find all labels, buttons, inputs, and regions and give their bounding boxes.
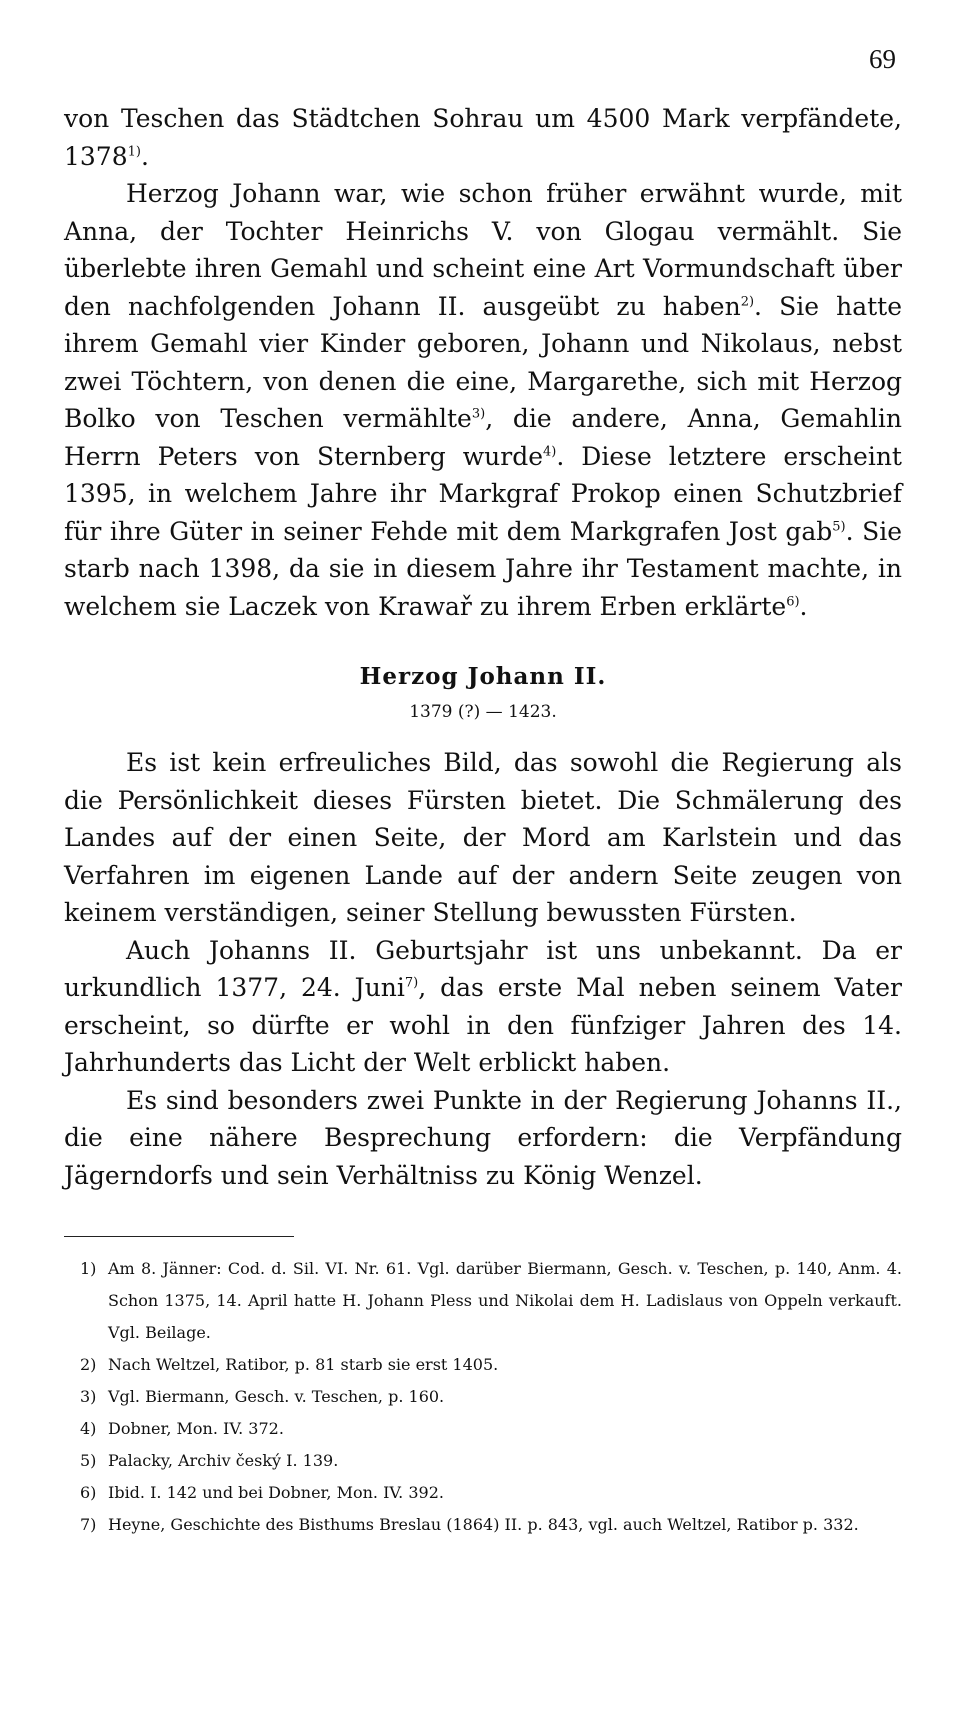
footnote-text: Palacky, Archiv český I. 139. bbox=[108, 1451, 339, 1470]
footnote-text: Nach Weltzel, Ratibor, p. 81 starb sie erst 1405. bbox=[108, 1355, 499, 1374]
footnote-number: 2) bbox=[80, 1355, 97, 1374]
footnote bbox=[64, 1509, 902, 1541]
paragraph-text: von Teschen das Städtchen Sohrau um 4500 Mark verpfändete, 1378 bbox=[64, 104, 902, 171]
paragraph-text: Es ist kein erfreuliches Bild, das sowohl die Regierung als die Persönlichkeit dieses Fürsten bietet. Die Schmälerung des Landes auf der einen Seite, der Mord am Karlstein und das Verfahren im eigenen Lande auf der andern Seite zeugen von keinem verständigen, seiner Stellung bewussten Fürsten. bbox=[64, 748, 902, 927]
page-content bbox=[64, 100, 902, 1541]
footnote-text: Heyne, Geschichte des Bisthums Breslau (1864) II. p. 843, vgl. auch Weltzel, Ratibor p. 332. bbox=[108, 1515, 859, 1534]
footnote-number: 6) bbox=[80, 1483, 97, 1502]
footnote-reference: 4) bbox=[543, 444, 557, 460]
footnote-reference: 2) bbox=[740, 294, 755, 310]
footnote bbox=[64, 1445, 902, 1477]
paragraph-text: . bbox=[799, 591, 808, 621]
footnote-number: 5) bbox=[80, 1451, 97, 1470]
paragraph-text: , das erste Mal neben seinem Vater erscheint, so dürfte er wohl in den fünfziger Jahren des 14. Jahrhunderts das Licht der Welt erblickt haben. bbox=[64, 973, 902, 1077]
paragraph bbox=[64, 1082, 902, 1195]
paragraph-text: . Sie starb nach 1398, da sie in diesem Jahre ihr Testament machte, in welchem sie Laczek von Krawař zu ihrem Erben erklärte bbox=[64, 516, 902, 621]
paragraph bbox=[64, 744, 902, 932]
footnote bbox=[64, 1381, 902, 1413]
footnote bbox=[64, 1349, 902, 1381]
footnote-reference: 5) bbox=[832, 519, 846, 535]
paragraph-text: Herzog Johann war, wie schon früher erwähnt wurde, mit Anna, der Tochter Heinrichs V. von Glogau vermählt. Sie überlebte ihren Gemahl und scheint eine Art Vormundschaft über den nachfolgenden Johann II. ausgeübt zu haben bbox=[64, 179, 902, 321]
section-heading: Herzog Johann II. bbox=[359, 663, 607, 690]
footnote-reference: 1) bbox=[127, 144, 141, 160]
footnote-number: 7) bbox=[80, 1515, 97, 1534]
footnote-text: Ibid. I. 142 und bei Dobner, Mon. IV. 392. bbox=[108, 1483, 444, 1502]
footnote-text: Vgl. Biermann, Gesch. v. Teschen, p. 160. bbox=[108, 1387, 445, 1406]
footnote-text: Dobner, Mon. IV. 372. bbox=[108, 1419, 284, 1438]
paragraph-text: . bbox=[140, 141, 149, 171]
footnote bbox=[64, 1413, 902, 1445]
page-number: 69 bbox=[869, 44, 896, 74]
paragraph-text: . Diese letztere erscheint 1395, in welchem Jahre ihr Markgraf Prokop einen Schutzbrief für ihre Güter in seiner Fehde mit dem Markgrafen Jost gab bbox=[64, 441, 902, 546]
footnote-number: 1) bbox=[80, 1259, 97, 1278]
footnote-reference: 6) bbox=[786, 594, 800, 610]
paragraph-text: Es sind besonders zwei Punkte in der Regierung Johanns II., die eine nähere Besprechung erfordern: die Verpfändung Jägerndorfs und sein Verhältniss zu König Wenzel. bbox=[64, 1085, 902, 1190]
section-dates: 1379 (?) — 1423. bbox=[409, 702, 557, 722]
footnote bbox=[64, 1477, 902, 1509]
footnote-reference: 3) bbox=[471, 406, 486, 422]
paragraph bbox=[64, 932, 902, 1082]
footnote-number: 3) bbox=[80, 1387, 97, 1406]
paragraph-text: , die andere, Anna, Gemahlin Herrn Peters von Sternberg wurde bbox=[64, 404, 902, 471]
paragraph bbox=[64, 100, 902, 175]
paragraph bbox=[64, 175, 902, 625]
footnote-text: Am 8. Jänner: Cod. d. Sil. VI. Nr. 61. Vgl. darüber Biermann, Gesch. v. Teschen, p. 140, Anm. 4. Schon 1375, 14. April hatte H. Johann Pless und Nikolai dem H. Ladislaus von Oppeln verkauft. Vgl. Beilage. bbox=[108, 1259, 902, 1342]
footnote-divider bbox=[64, 1236, 294, 1237]
footnote bbox=[64, 1253, 902, 1349]
footnote-reference: 7) bbox=[404, 975, 419, 991]
paragraph-text: Auch Johanns II. Geburtsjahr ist uns unbekannt. Da er urkundlich 1377, 24. Juni bbox=[64, 935, 902, 1002]
footnote-number: 4) bbox=[80, 1419, 97, 1438]
paragraph-text: . Sie hatte ihrem Gemahl vier Kinder geboren, Johann und Nikolaus, nebst zwei Töchtern, von denen die eine, Margarethe, sich mit Herzog Bolko von Teschen vermählte bbox=[64, 291, 902, 433]
